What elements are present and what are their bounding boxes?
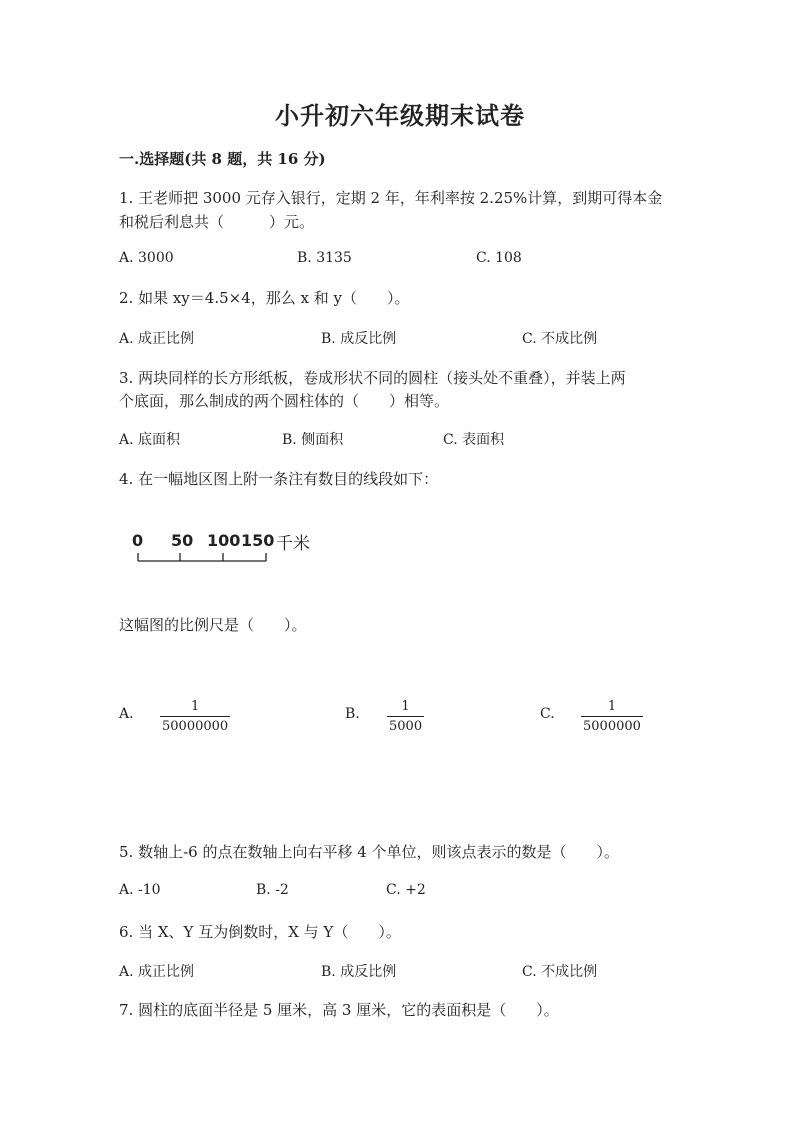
page-title: 小升初六年级期末试卷	[275, 101, 525, 130]
question-6-option-b[interactable]: B. 成反比例	[321, 964, 397, 980]
question-3-option-c[interactable]: C. 表面积	[443, 432, 505, 448]
question-1-line-1: 1. 王老师把 3000 元存入银行，定期 2 年，年利率按 2.25%计算，到期可得本金	[119, 189, 663, 207]
fraction-numerator: 1	[190, 699, 200, 714]
scale-label-150: 150	[241, 531, 275, 550]
question-2-option-a[interactable]: A. 成正比例	[119, 331, 195, 347]
fraction-denominator: 5000000	[581, 716, 643, 734]
question-4-option-a-letter[interactable]: A.	[119, 706, 134, 722]
question-5-text: 5. 数轴上-6 的点在数轴上向右平移 4 个单位，则该点表示的数是（ ）。	[119, 843, 620, 861]
question-4-text: 4. 在一幅地区图上附一条注有数目的线段如下：	[119, 470, 439, 488]
question-4-question: 这幅图的比例尺是（ ）。	[119, 616, 307, 634]
question-4-option-c-letter[interactable]: C.	[540, 706, 555, 722]
question-1-line-2: 和税后利息共（ ）元。	[119, 213, 315, 231]
question-3-option-b[interactable]: B. 侧面积	[282, 432, 344, 448]
question-2-text: 2. 如果 xy＝4.5×4，那么 x 和 y（ ）。	[119, 289, 410, 307]
question-4-option-c-fraction	[581, 699, 643, 734]
question-6-option-a[interactable]: A. 成正比例	[119, 964, 195, 980]
question-4-option-b-letter[interactable]: B.	[345, 706, 360, 722]
question-4-option-b-fraction	[387, 699, 424, 734]
question-3-line-2: 个底面，那么制成的两个圆柱体的（ ）相等。	[119, 392, 450, 410]
question-4-option-a-fraction	[160, 699, 230, 734]
question-1-option-a[interactable]: A. 3000	[119, 250, 174, 266]
map-scale-bar	[128, 525, 328, 565]
question-1-option-c[interactable]: C. 108	[476, 250, 522, 266]
question-3-option-a[interactable]: A. 底面积	[119, 432, 181, 448]
question-5-option-a[interactable]: A. -10	[119, 882, 161, 898]
question-5-option-b[interactable]: B. -2	[256, 882, 289, 898]
question-1-option-b[interactable]: B. 3135	[297, 250, 352, 266]
scale-label-100: 100	[207, 531, 241, 550]
question-7-text: 7. 圆柱的底面半径是 5 厘米，高 3 厘米，它的表面积是（ ）。	[119, 1001, 559, 1019]
question-2-option-b[interactable]: B. 成反比例	[321, 331, 397, 347]
section-heading: 一.选择题(共 8 题，共 16 分)	[119, 150, 326, 168]
scale-line	[128, 549, 278, 565]
fraction-numerator: 1	[401, 699, 410, 714]
question-6-text: 6. 当 X、Y 互为倒数时，X 与 Y（ ）。	[119, 923, 401, 941]
fraction-denominator: 50000000	[160, 716, 230, 734]
fraction-numerator: 1	[607, 699, 617, 714]
question-6-option-c[interactable]: C. 不成比例	[522, 964, 598, 980]
scale-label-0: 0	[132, 531, 144, 550]
fraction-denominator: 5000	[387, 716, 424, 734]
question-5-option-c[interactable]: C. +2	[386, 882, 426, 898]
scale-unit: 千米	[276, 534, 310, 554]
question-2-option-c[interactable]: C. 不成比例	[522, 331, 598, 347]
question-3-line-1: 3. 两块同样的长方形纸板，卷成形状不同的圆柱（接头处不重叠），并装上两	[119, 369, 626, 387]
scale-label-50: 50	[171, 531, 194, 550]
